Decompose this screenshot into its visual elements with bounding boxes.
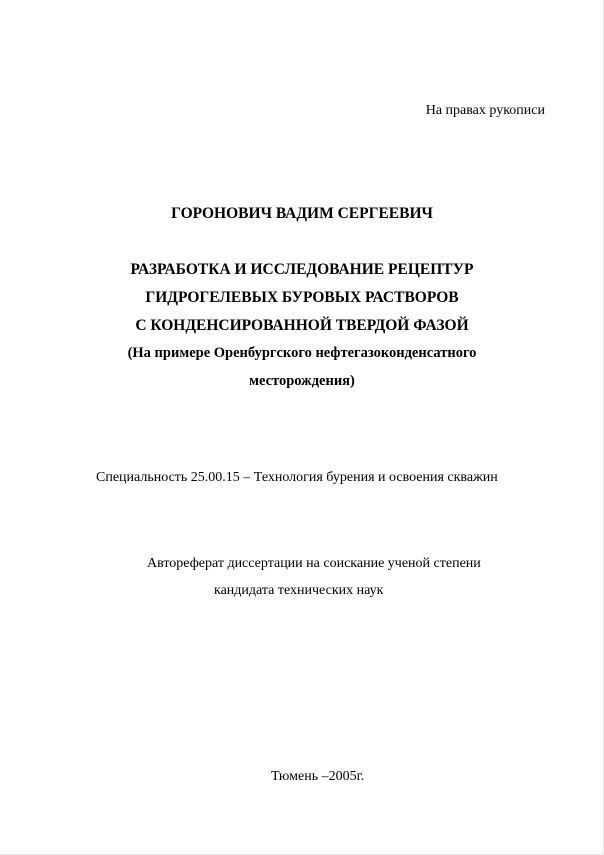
title-line-2: ГИДРОГЕЛЕВЫХ БУРОВЫХ РАСТВОРОВ [145, 289, 459, 306]
title-line-3: С КОНДЕНСИРОВАННОЙ ТВЕРДОЙ ФАЗОЙ [135, 317, 469, 334]
title-line-1: РАЗРАБОТКА И ИССЛЕДОВАНИЕ РЕЦЕПТУР [130, 261, 474, 278]
subtitle-line-1: (На примере Оренбургского нефтегазоконденсатного [127, 345, 477, 361]
subtitle-line-2: месторождения) [249, 373, 355, 389]
abstract-line-2: кандидата технических наук [214, 583, 384, 598]
author-name: ГОРОНОВИЧ ВАДИМ СЕРГЕЕВИЧ [171, 205, 433, 222]
city-year: Тюмень –2005г. [271, 769, 365, 784]
specialty-line: Специальность 25.00.15 – Технология бурения и освоения скважин [96, 470, 498, 485]
manuscript-note: На правах рукописи [425, 103, 545, 118]
abstract-line-1: Автореферат диссертации на соискание ученой степени [147, 556, 481, 571]
